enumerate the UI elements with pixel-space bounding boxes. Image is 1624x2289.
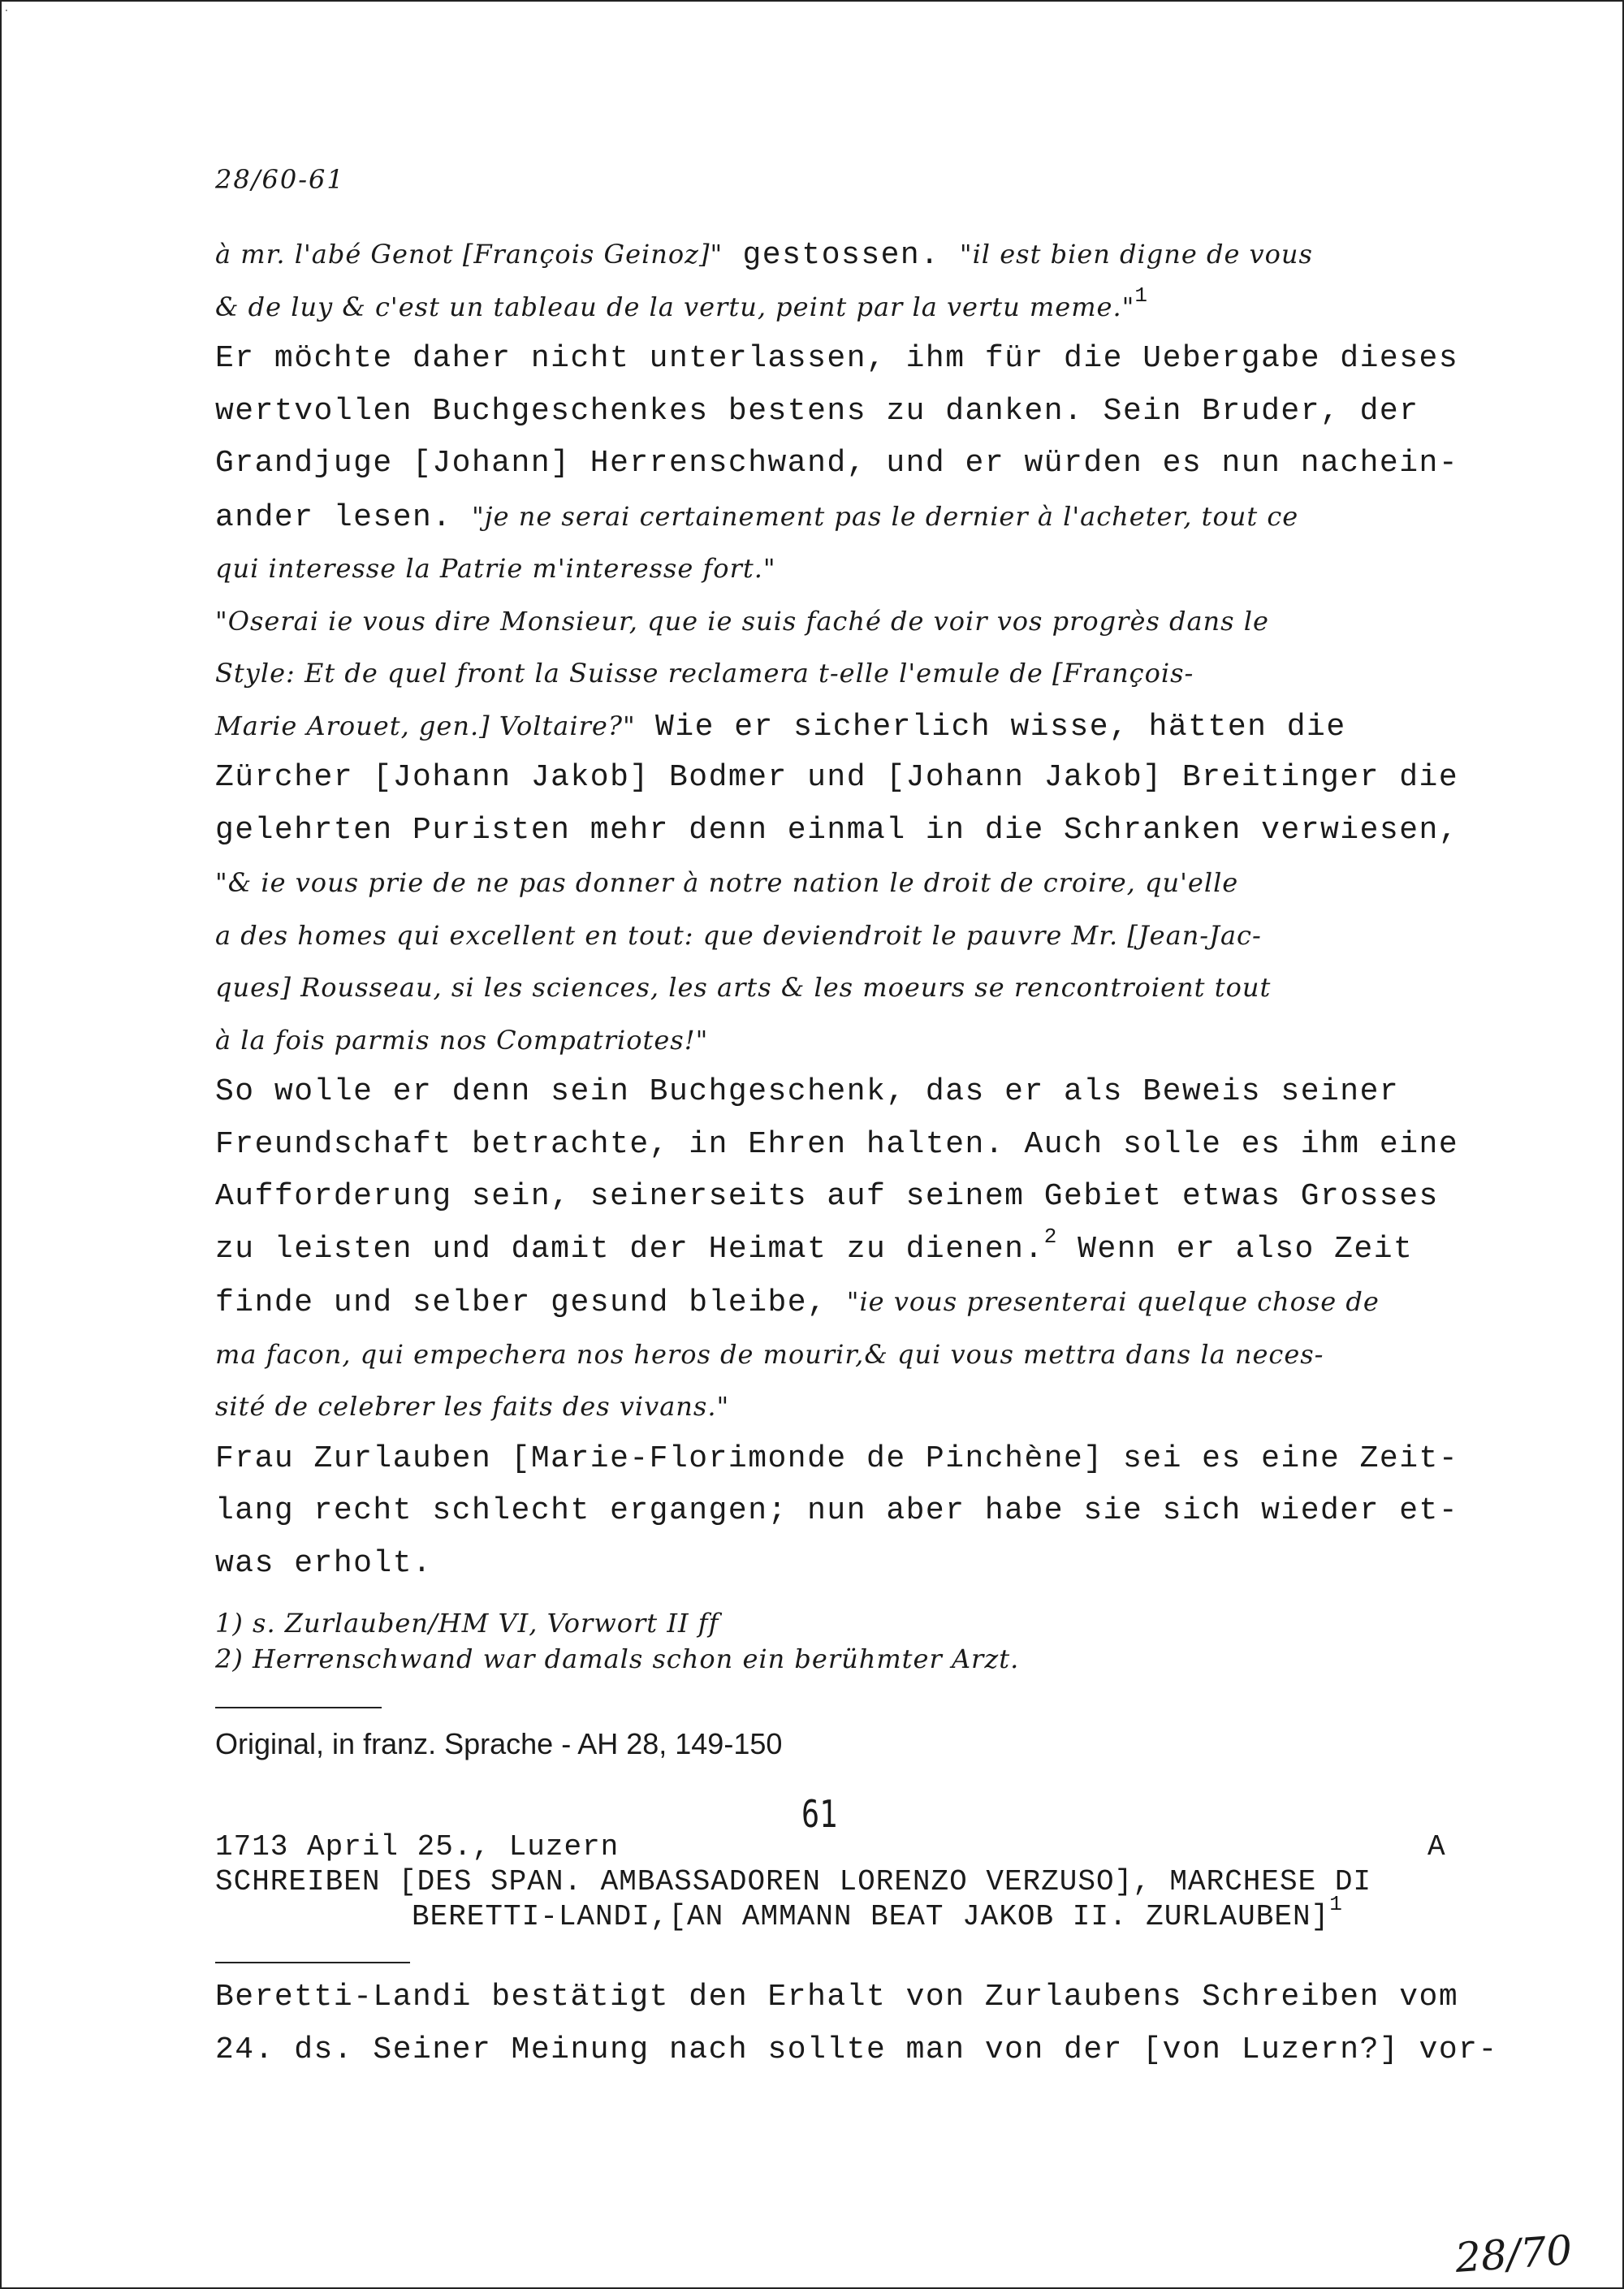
paragraph-line (215, 1021, 708, 1060)
footnote-ref: 1 (1134, 283, 1149, 308)
german-text: gelehrten Puristen mehr denn einmal in die Schranken verwiesen, (215, 812, 1459, 848)
german-text: was erholt. (215, 1545, 433, 1581)
footnote-2: 2) Herrenschwand war damals schon ein berühmter Arzt. (215, 1643, 1020, 1674)
paragraph-line (215, 602, 1269, 641)
entry-marker: A (1427, 1830, 1445, 1864)
paragraph-line (215, 1073, 1399, 1111)
footnote-ref: 2 (1043, 1224, 1058, 1249)
quoted-french-text: sité de celebrer les faits des vivans." (215, 1391, 730, 1422)
german-text: lang recht schlecht ergangen; nun aber habe sie sich wieder et- (215, 1493, 1459, 1528)
paragraph-line (215, 864, 1238, 903)
paragraph-line (215, 969, 1271, 1008)
paragraph-line (215, 654, 1194, 693)
quoted-french-text: à la fois parmis nos Compatriotes!" (215, 1024, 709, 1056)
paragraph-line (215, 445, 1458, 482)
german-text: Freundschaft betrachte, in Ehren halten. Auch solle es ihm eine (215, 1126, 1459, 1162)
paragraph-line (215, 498, 1298, 537)
quoted-french-text: qui interesse la Patrie m'interesse fort." (215, 553, 776, 584)
quoted-french-text: à mr. l'abé Genot [François Geinoz]" (215, 239, 723, 270)
paragraph-line (215, 1440, 1458, 1478)
quoted-french-text: "& ie vous prie de ne pas donner à notre nation le droit de croire, qu'elle (215, 867, 1239, 898)
paragraph-line (215, 393, 1419, 430)
paragraph-line (215, 1283, 1380, 1322)
german-text: Er möchte daher nicht unterlassen, ihm für die Uebergabe dieses (215, 341, 1459, 376)
quoted-french-text: ques] Rousseau, si les sciences, les arts & les moeurs se rencontroient tout (215, 972, 1272, 1003)
entry-title-text: BERETTI-LANDI,[AN AMMANN BEAT JAKOB II. ZURLAUBEN] (412, 1900, 1330, 1933)
quoted-french-text: "Oserai ie vous dire Monsieur, que ie suis faché de voir vos progrès dans le (215, 605, 1269, 637)
source-note: Original, in franz. Sprache - AH 28, 149-150 (215, 1727, 783, 1760)
german-text: zu leisten und damit der Heimat zu dienen. (215, 1231, 1044, 1267)
summary-line-2: 24. ds. Seiner Meinung nach sollte man von der [von Luzern?] vor- (215, 2032, 1498, 2067)
german-text: gestossen. (723, 238, 960, 273)
paragraph-line (215, 550, 776, 589)
entry-divider (215, 1962, 410, 1963)
german-text: Zürcher [Johann Jakob] Bodmer und [Johann Jakob] Breitinger die (215, 760, 1459, 795)
german-text: wertvollen Buchgeschenkes bestens zu danken. Sein Bruder, der (215, 393, 1419, 429)
quoted-french-text: "je ne serai certainement pas le dernier à l'acheter, tout ce (471, 500, 1299, 532)
paragraph-line (215, 812, 1458, 849)
quoted-french-text: ma facon, qui empechera nos heros de mourir,& qui vous mettra dans la neces- (215, 1338, 1324, 1370)
paragraph-line (215, 917, 1262, 956)
german-text: ander lesen. (215, 499, 472, 535)
quoted-french-text: & de luy & c'est un tableau de la vertu, peint par la vertu meme." (215, 291, 1135, 322)
summary-line-1: Beretti-Landi bestätigt den Erhalt von Zurlaubens Schreiben vom (215, 1980, 1459, 2015)
paragraph-line (215, 1492, 1458, 1530)
german-text: Aufforderung sein, seinerseits auf seinem Gebiet etwas Grosses (215, 1179, 1439, 1214)
entry-date-place: 1713 April 25., Luzern (215, 1830, 620, 1864)
quoted-french-text: "ie vous presenterai quelque chose de (846, 1286, 1380, 1317)
paragraph-line (215, 1388, 729, 1427)
quoted-french-text: Marie Arouet, gen.] Voltaire?" (215, 710, 636, 741)
german-text: Grandjuge [Johann] Herrenschwand, und er würden es nun nachein- (215, 446, 1459, 481)
footnote-1: 1) s. Zurlauben/HM VI, Vorwort II ff (215, 1608, 719, 1639)
quoted-french-text: a des homes qui excellent en tout: que deviendroit le pauvre Mr. [Jean-Jac- (215, 919, 1262, 951)
paragraph-line (215, 1545, 432, 1583)
page-stamp: 28/70 (1453, 2226, 1574, 2282)
page-reference: 28/60-61 (215, 164, 345, 195)
german-text: Wenn er also Zeit (1057, 1231, 1414, 1267)
paragraph-line (215, 707, 1346, 746)
entry-title-line-2 (412, 1892, 1343, 1933)
paragraph-line (215, 1224, 1414, 1268)
entry-title-footnote-ref: 1 (1329, 1892, 1343, 1916)
quoted-french-text: "il est bien digne de vous (959, 239, 1313, 270)
corner-mark: · (5, 5, 8, 16)
footnote-divider (215, 1707, 382, 1708)
paragraph-line (215, 1178, 1439, 1216)
paragraph-line (215, 235, 1313, 274)
german-text: So wolle er denn sein Buchgeschenk, das er als Beweis seiner (215, 1074, 1400, 1109)
paragraph-line (215, 1336, 1324, 1375)
paragraph-line (215, 340, 1458, 378)
german-text: Wie er sicherlich wisse, hätten die (635, 709, 1346, 745)
paragraph-line (215, 1126, 1458, 1164)
german-text: finde und selber gesund bleibe, (215, 1285, 847, 1320)
german-text: Frau Zurlauben [Marie-Florimonde de Pinchène] sei es eine Zeit- (215, 1440, 1459, 1476)
entry-title-line-1: SCHREIBEN [DES SPAN. AMBASSADOREN LORENZO VERZUSO], MARCHESE DI (215, 1865, 1372, 1898)
quoted-french-text: Style: Et de quel front la Suisse reclamera t-elle l'emule de [François- (215, 658, 1194, 689)
paragraph-line (215, 283, 1149, 327)
paragraph-line (215, 759, 1458, 797)
document-number: 61 (801, 1792, 838, 1836)
